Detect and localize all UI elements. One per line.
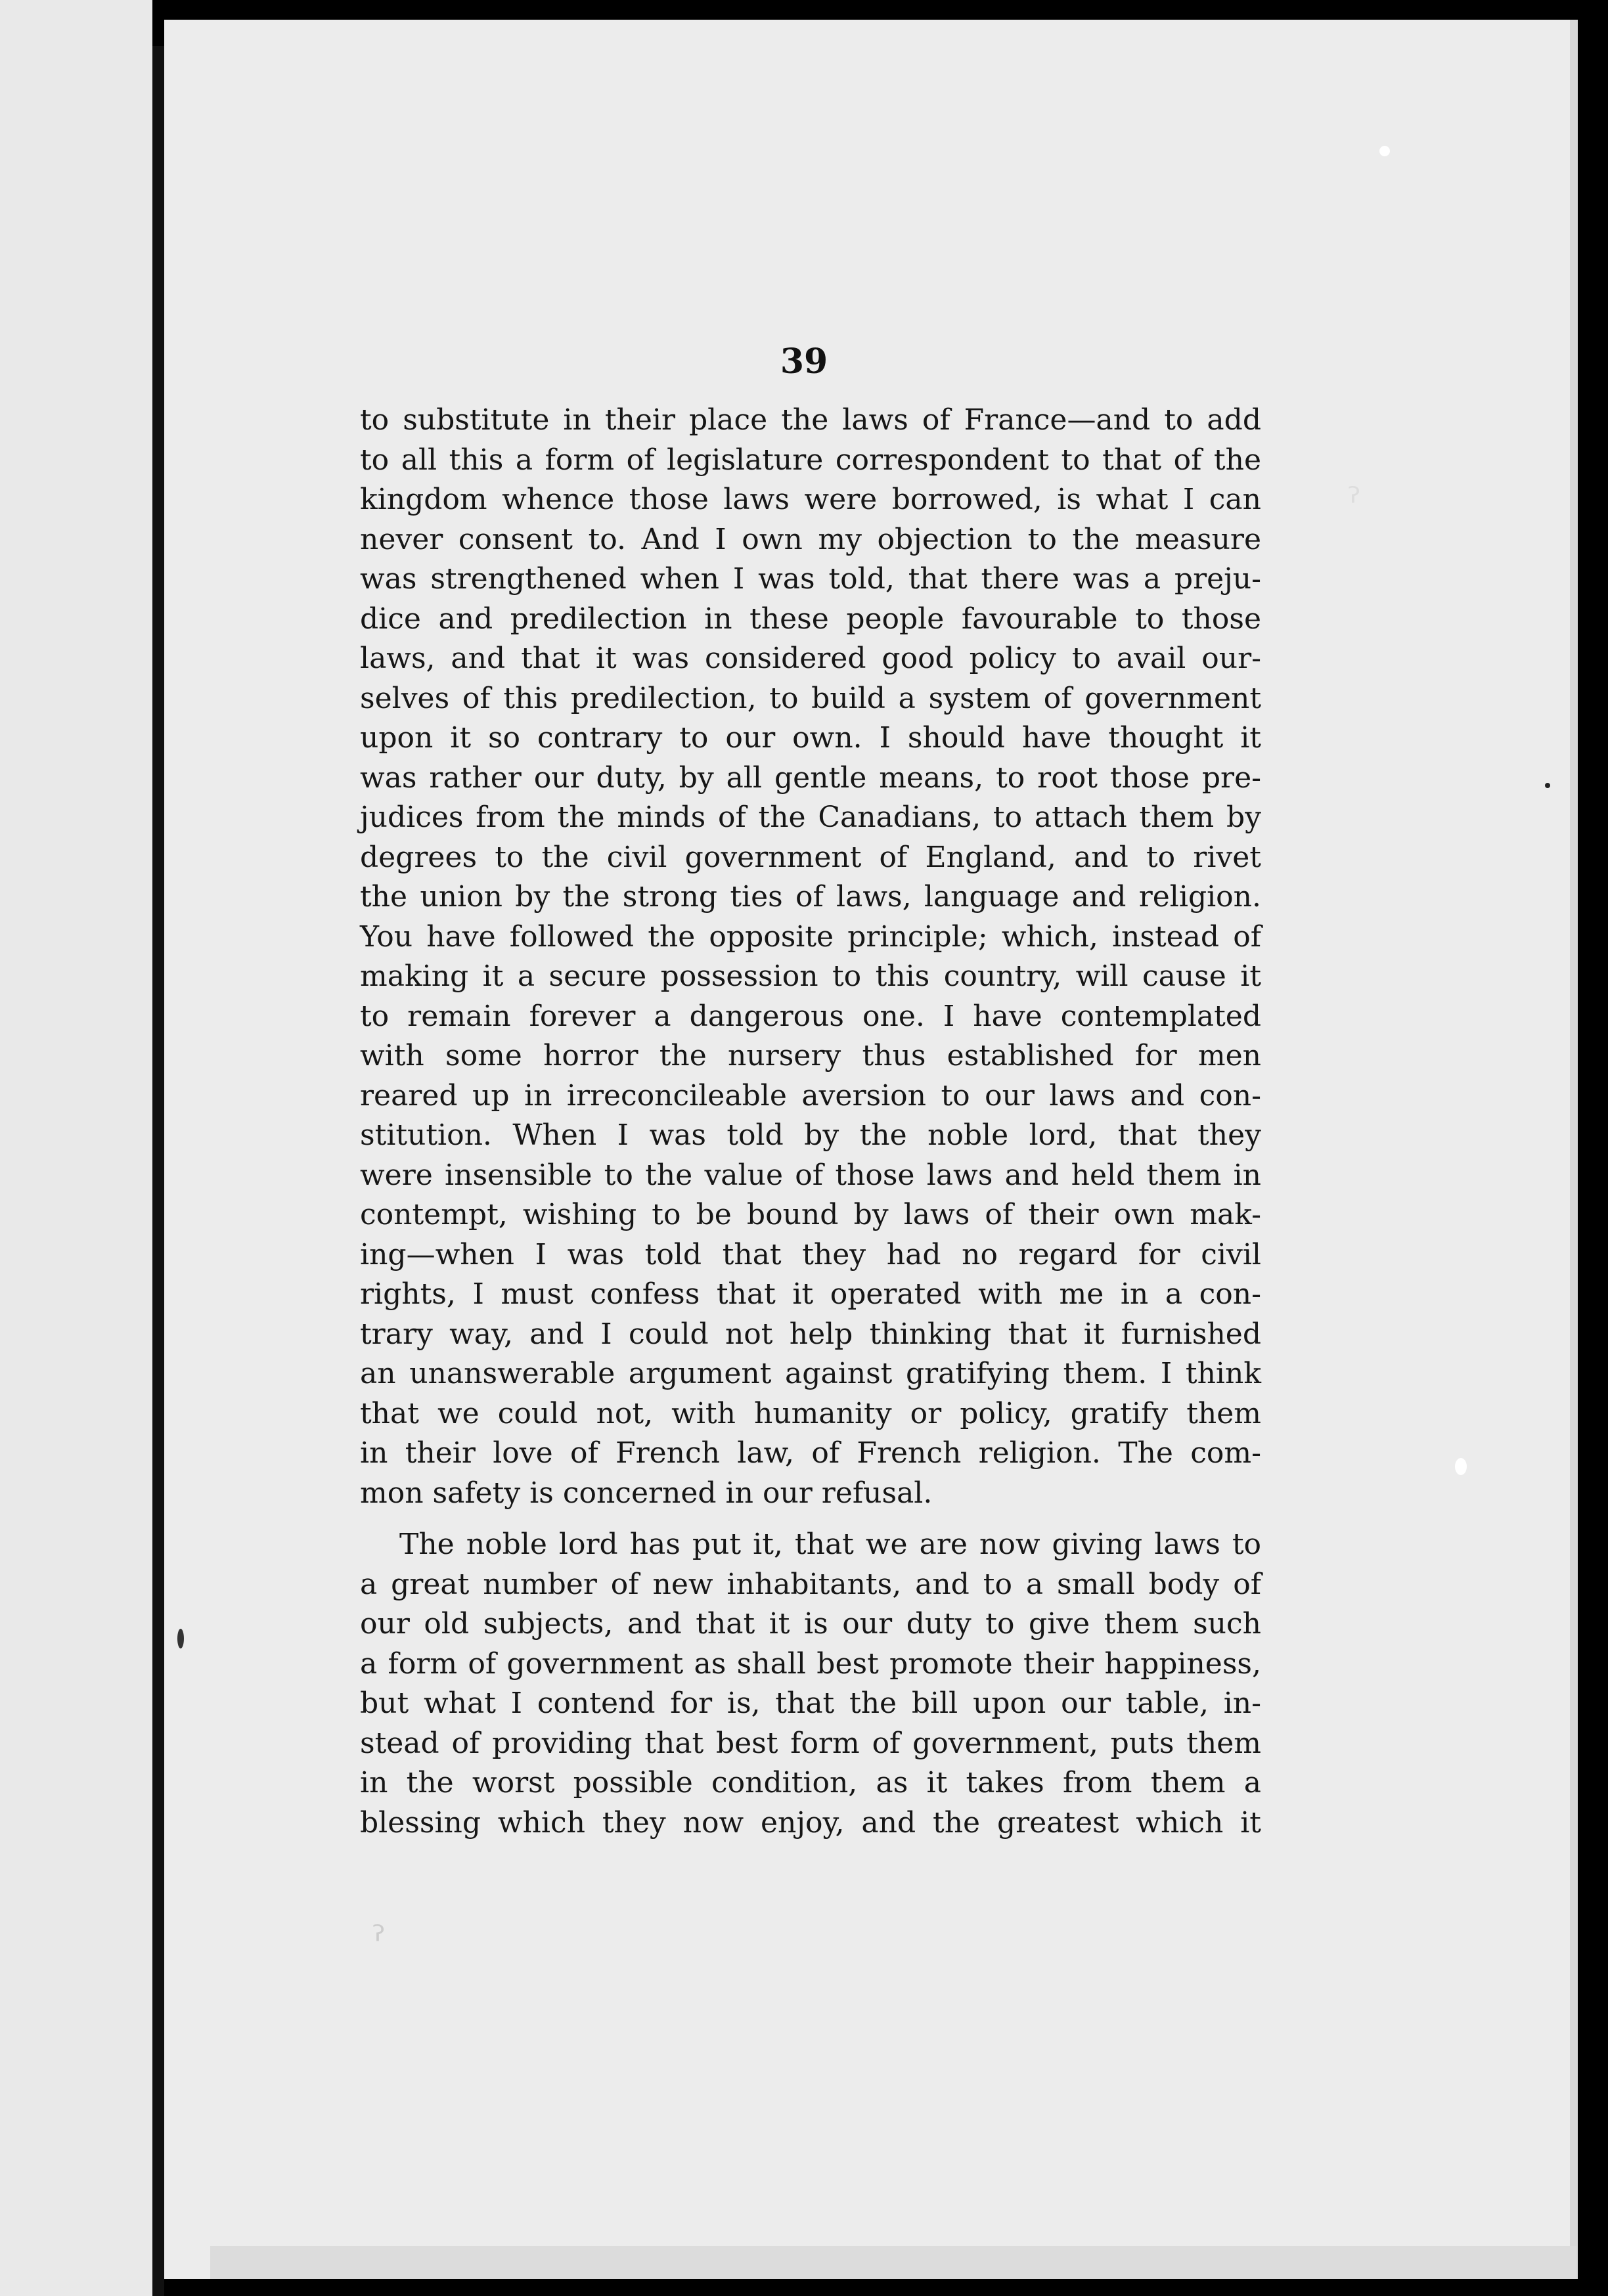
- scan-speck: [1379, 146, 1390, 156]
- text-line: was rather our duty, by all gentle means, to root those pre-: [360, 761, 1261, 795]
- text-line: to substitute in their place the laws of France—and to add: [360, 403, 1261, 437]
- text-line: blessing which they now enjoy, and the greatest which it: [360, 1805, 1261, 1840]
- scan-mark: ˀ: [371, 1918, 386, 1964]
- paragraph-1: [360, 401, 1261, 1513]
- text-line: kingdom whence those laws were borrowed, is what I can: [360, 483, 1261, 516]
- paragraph-2: [360, 1525, 1261, 1843]
- text-line: rights, I must confess that it operated with me in a con-: [360, 1277, 1261, 1311]
- scan-speck: [1545, 783, 1550, 788]
- scan-speck: [177, 1629, 184, 1648]
- text-line: a great number of new inhabitants, and to a small body of: [360, 1567, 1261, 1601]
- text-line: an unanswerable argument against gratifying them. I think: [360, 1357, 1261, 1390]
- text-line: laws, and that it was considered good policy to avail our-: [360, 642, 1261, 675]
- text-line: the union by the strong ties of laws, language and religion.: [360, 880, 1261, 914]
- text-line: judices from the minds of the Canadians, to attach them by: [360, 801, 1261, 834]
- text-line: You have followed the opposite principle; which, instead of: [360, 919, 1261, 954]
- text-line: never consent to. And I own my objection to the measure: [360, 522, 1261, 556]
- text-line: dice and predilection in these people favourable to those: [360, 602, 1261, 636]
- text-line: that we could not, with humanity or policy, gratify them: [360, 1396, 1261, 1430]
- text-line: our old subjects, and that it is our duty to give them such: [360, 1607, 1261, 1641]
- text-line: in their love of French law, of French religion. The com-: [360, 1436, 1261, 1470]
- text-line: degrees to the civil government of England, and to rivet: [360, 840, 1261, 874]
- text-line: ing—when I was told that they had no regard for civil: [360, 1237, 1261, 1271]
- page-bottom-edge: [210, 2246, 1576, 2279]
- page-gutter: [152, 46, 164, 2296]
- text-line: trary way, and I could not help thinking that it furnished: [360, 1317, 1261, 1351]
- text-line: to remain forever a dangerous one. I have contemplated: [360, 999, 1261, 1033]
- body-text: [360, 401, 1261, 1843]
- text-line: stead of providing that best form of government, puts them: [360, 1726, 1261, 1760]
- text-line: were insensible to the value of those laws and held them in: [360, 1158, 1261, 1192]
- text-line: with some horror the nursery thus established for men: [360, 1039, 1261, 1072]
- text-line: a form of government as shall best promote their happiness,: [360, 1646, 1261, 1681]
- scan-mark: ˀ: [1347, 479, 1362, 525]
- text-line: but what I contend for is, that the bill upon our table, in-: [360, 1687, 1261, 1720]
- text-line: selves of this predilection, to build a system of government: [360, 681, 1261, 715]
- text-line: making it a secure possession to this country, will cause it: [360, 960, 1261, 993]
- text-line: contempt, wishing to be bound by laws of their own mak-: [360, 1198, 1261, 1231]
- scan-speck: [1455, 1458, 1467, 1475]
- text-line: in the worst possible condition, as it takes from them a: [360, 1766, 1261, 1799]
- text-line: stitution. When I was told by the noble lord, that they: [360, 1118, 1261, 1152]
- text-line: was strengthened when I was told, that there was a preju-: [360, 562, 1261, 596]
- page-number: 39: [780, 342, 828, 382]
- text-line: to all this a form of legislature correspondent to that of the: [360, 443, 1261, 477]
- text-line: The noble lord has put it, that we are now giving laws to: [399, 1528, 1261, 1561]
- text-line: reared up in irreconcileable aversion to our laws and con-: [360, 1078, 1261, 1113]
- text-line: upon it so contrary to our own. I should have thought it: [360, 721, 1261, 755]
- text-line: mon safety is concerned in our refusal.: [360, 1476, 933, 1510]
